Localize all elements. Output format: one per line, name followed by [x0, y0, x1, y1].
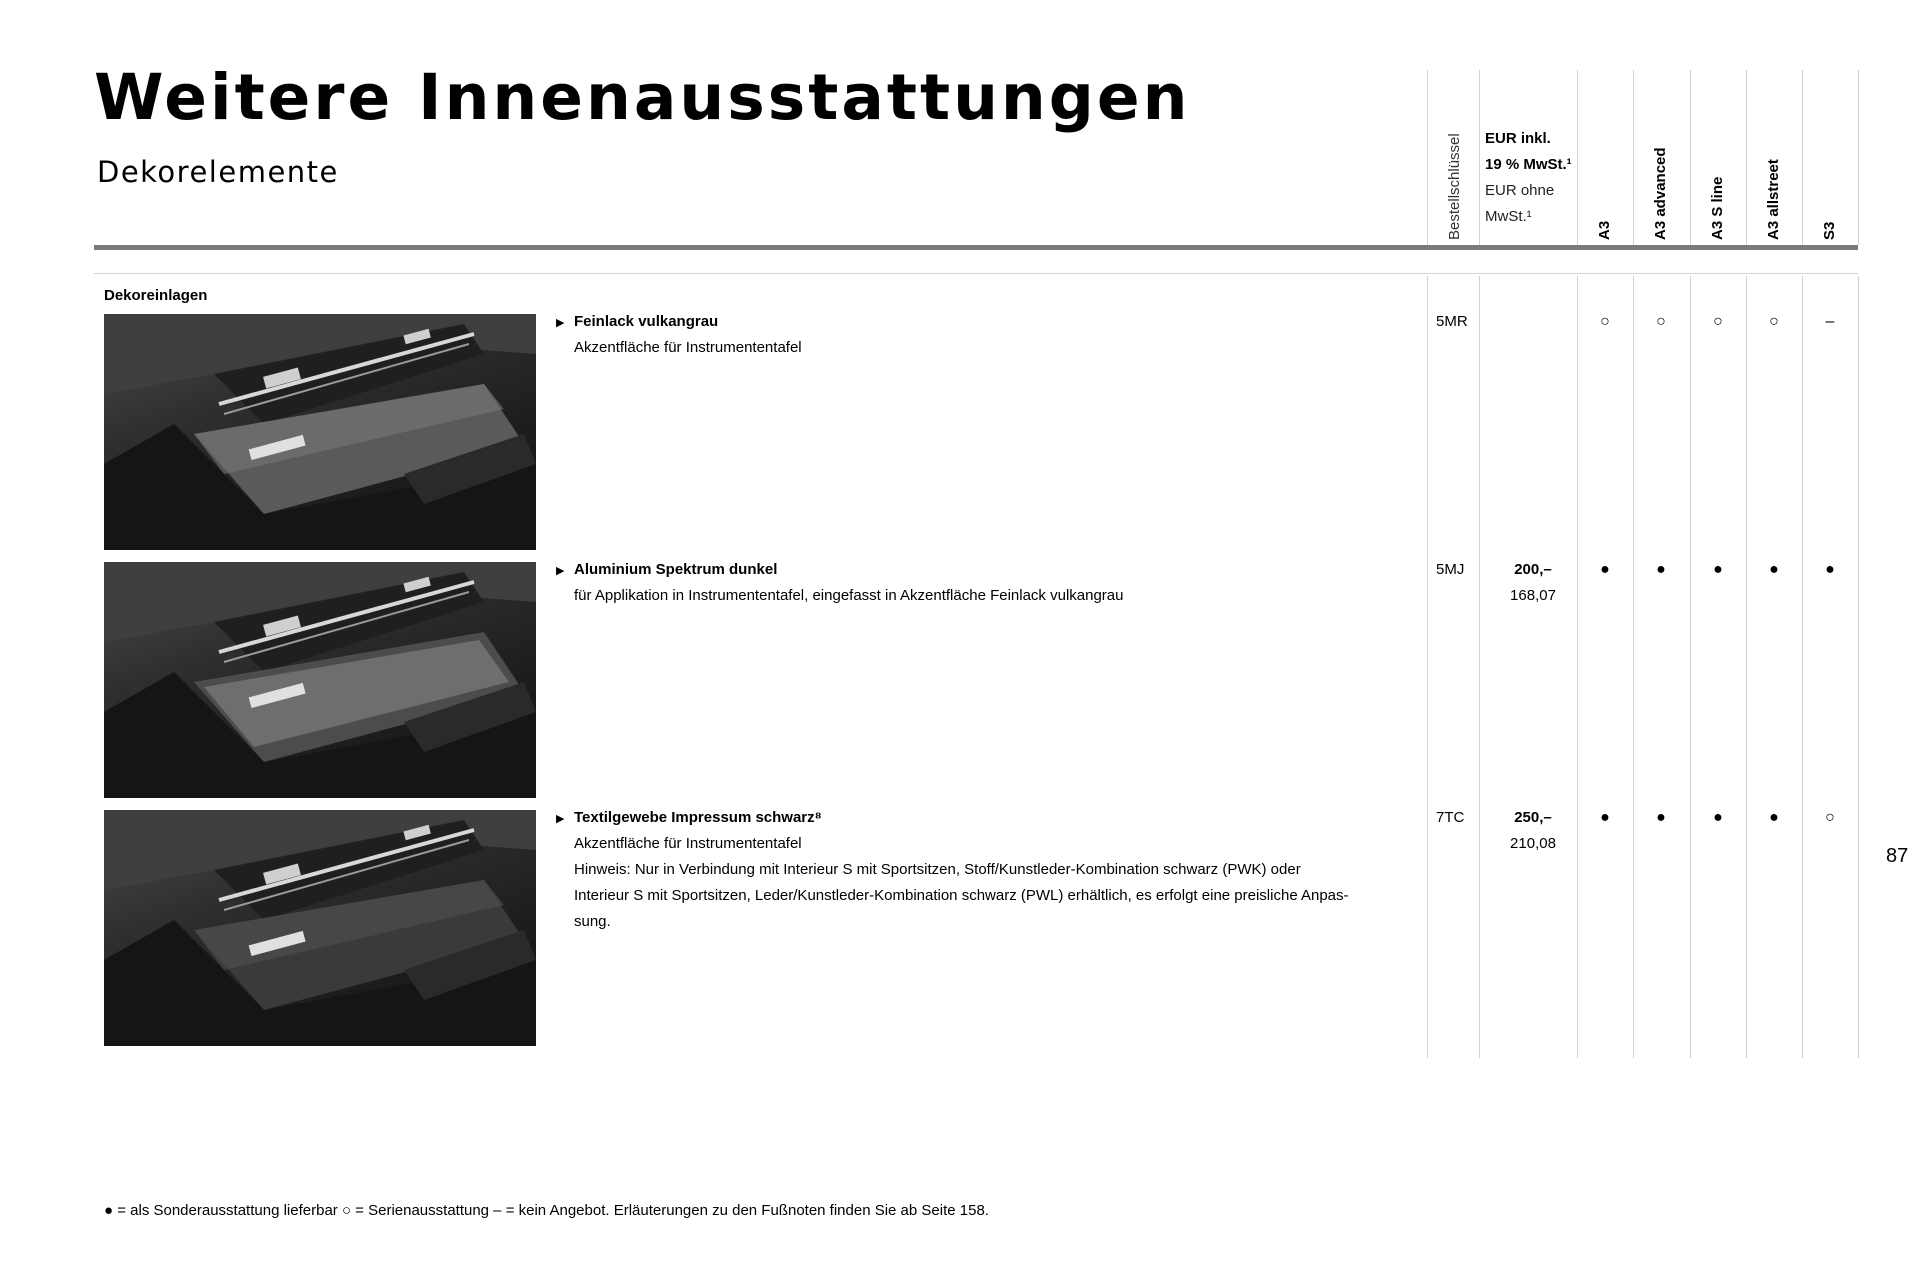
column-divider [1690, 70, 1691, 245]
column-divider [1802, 70, 1803, 245]
availability-mark: ● [1600, 561, 1610, 578]
availability-mark: – [1825, 313, 1835, 330]
dashboard-photo-textilgewebe [104, 810, 536, 1046]
section-rule [94, 273, 1858, 274]
availability-mark: ● [1656, 561, 1666, 578]
column-divider [1858, 70, 1859, 245]
page-subtitle: Dekorelemente [97, 155, 339, 189]
item-name: ▶ Feinlack vulkangrau [556, 311, 718, 334]
header-rule [94, 245, 1858, 250]
availability-mark: ○ [1600, 313, 1610, 330]
column-divider [1479, 70, 1480, 245]
availability-mark: ○ [1769, 313, 1779, 330]
column-divider [1746, 70, 1747, 245]
page-number: 87 [1886, 845, 1909, 867]
column-divider [1427, 276, 1428, 1058]
column-divider [1633, 276, 1634, 1058]
order-code: 5MR [1436, 313, 1468, 330]
availability-mark: ○ [1656, 313, 1666, 330]
column-divider [1746, 276, 1747, 1058]
column-divider [1633, 70, 1634, 245]
item-name: ▶ Aluminium Spektrum dunkel [556, 559, 777, 582]
item-description: Akzentfläche für Instrumententafel Hinweis: Nur in Verbindung mit Interieur S mit Sportsitzen, Stoff/Kunstleder-Kombination schwarz (PWK) oder Interieur S mit Sportsitzen, Leder/Kunstleder-Kombination schwarz (PWL) erhältlich, es erfolgt eine preisliche Anpas- sung. [574, 835, 1349, 930]
availability-mark: ● [1656, 809, 1666, 826]
legend: ● = als Sonderausstattung lieferbar ○ = Serienausstattung – = kein Angebot. Erläuterungen zu den Fußnoten finden Sie ab Seite 158. [104, 1202, 989, 1219]
availability-mark: ○ [1713, 313, 1723, 330]
page-title: Weitere Innenausstattungen [94, 61, 1191, 134]
column-divider [1858, 276, 1859, 1058]
section-label: Dekoreinlagen [104, 287, 208, 304]
triangle-bullet-icon: ▶ [556, 813, 565, 825]
triangle-bullet-icon: ▶ [556, 565, 565, 577]
column-divider [1802, 276, 1803, 1058]
column-divider [1690, 276, 1691, 1058]
availability-mark: ● [1713, 809, 1723, 826]
item-price: 200,– 168,07 [1510, 561, 1556, 604]
item-name: ▶ Textilgewebe Impressum schwarz⁸ [556, 807, 822, 830]
column-divider [1479, 276, 1480, 1058]
dashboard-photo-feinlack [104, 314, 536, 550]
item-description: für Applikation in Instrumententafel, eingefasst in Akzentfläche Feinlack vulkangrau [574, 587, 1124, 604]
triangle-bullet-icon: ▶ [556, 317, 565, 329]
availability-mark: ● [1769, 809, 1779, 826]
item-price: 250,– 210,08 [1510, 809, 1556, 852]
order-code: 5MJ [1436, 561, 1465, 578]
availability-mark: ● [1825, 561, 1835, 578]
column-divider [1577, 70, 1578, 245]
availability-mark: ● [1769, 561, 1779, 578]
availability-mark: ○ [1825, 809, 1835, 826]
column-divider [1577, 276, 1578, 1058]
column-divider [1427, 70, 1428, 245]
order-code: 7TC [1436, 809, 1465, 826]
availability-mark: ● [1600, 809, 1610, 826]
availability-mark: ● [1713, 561, 1723, 578]
column-header-price: EUR inkl. 19 % MwSt.¹ EUR ohne MwSt.¹ [1485, 130, 1572, 225]
item-description: Akzentfläche für Instrumententafel [574, 339, 802, 356]
dashboard-photo-aluminium [104, 562, 536, 798]
